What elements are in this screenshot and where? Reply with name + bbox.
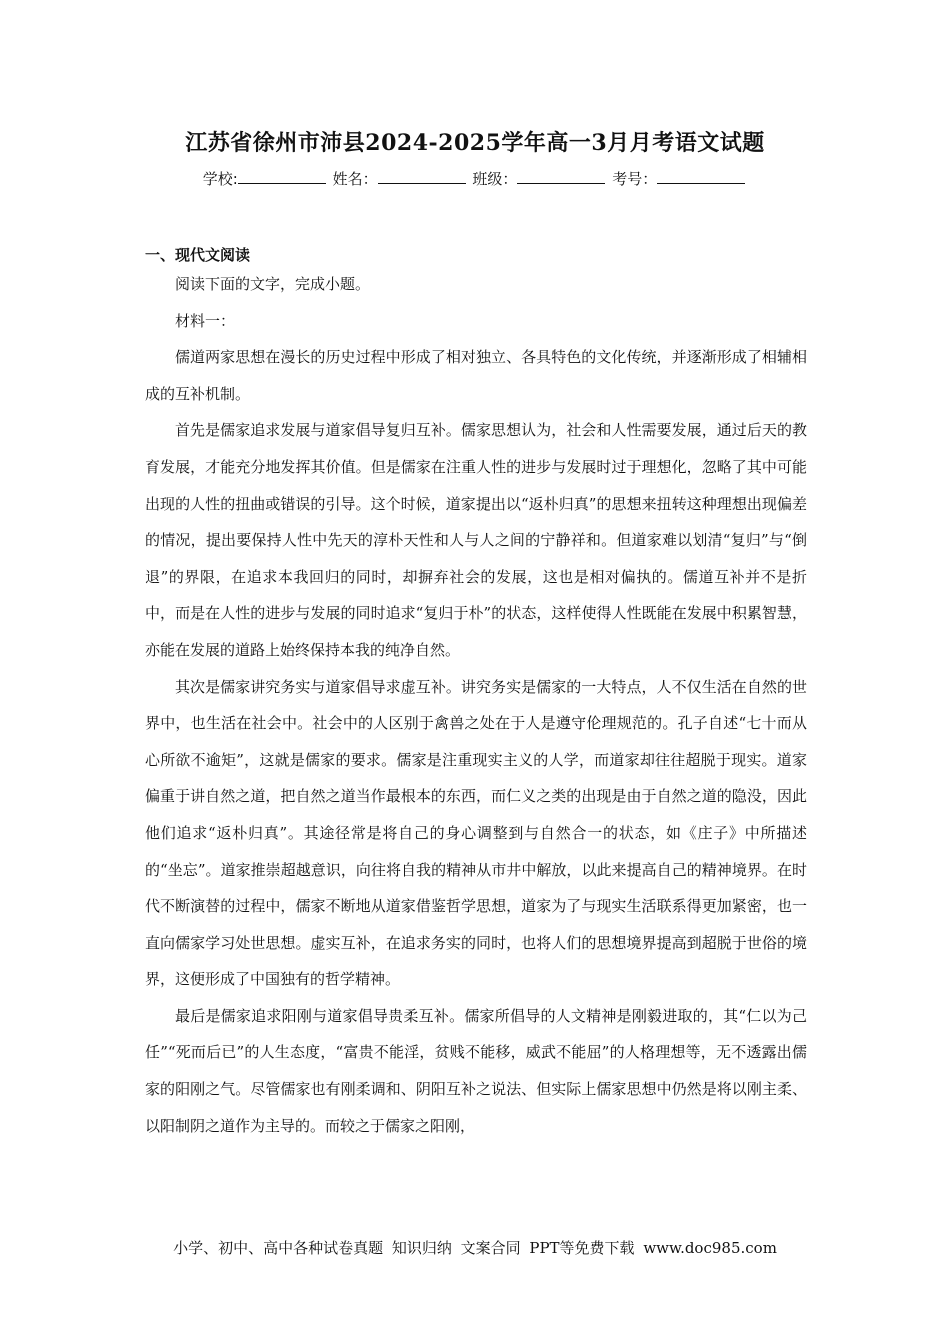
footer-banner: 小学、初中、高中各种试卷真题 知识归纳 文案合同 PPT等免费下载 www.doc985.com: [173, 1239, 777, 1257]
student-info-line: [0, 168, 950, 189]
class-label: 班级：: [472, 170, 518, 188]
section-heading: 一、现代文阅读: [145, 246, 251, 264]
class-blank[interactable]: [517, 169, 605, 184]
exam-no-blank[interactable]: [657, 169, 745, 184]
class-field: [472, 168, 607, 189]
exam-no-field: [612, 168, 747, 189]
exam-title: 江苏省徐州市沛县2024-2025学年高一3月月考语文试题: [185, 130, 765, 156]
school-label: 学校:: [202, 170, 238, 188]
passage-paragraph: 其次是儒家讲究务实与道家倡导求虚互补。讲究务实是儒家的一大特点，人不仅生活在自然的世界中，也生活在社会中。社会中的人区别于禽兽之处在于人是遵守伦理规范的。孔子自述“七十而从心所欲不逾矩”，这就是儒家的要求。儒家是注重现实主义的人学，而道家却往往超脱于现实。道家偏重于讲自然之道，把自然之道当作最根本的东西，而仁义之类的出现是由于自然之道的隐没，因此他们追求“返朴归真”。其途径常是将自己的身心调整到与自然合一的状态，如《庄子》中所描述的“坐忘”。道家推崇超越意识，向往将自我的精神从市井中解放，以此来提高自己的精神境界。在时代不断演替的过程中，儒家不断地从道家借鉴哲学思想，道家为了与现实生活联系得更加紧密，也一直向儒家学习处世思想。虚实互补，在追求务实的同时，也将人们的思想境界提高到超脱于世俗的境界，这便形成了中国独有的哲学精神。: [145, 677, 807, 989]
passage-paragraph: 最后是儒家追求阳刚与道家倡导贵柔互补。儒家所倡导的人文精神是刚毅进取的，其“仁以为己任”“死而后已”的人生态度，“富贵不能淫，贫贱不能移，威武不能屈”的人格理想等，无不透露出儒家的阳刚之气。尽管儒家也有刚柔调和、阴阳互补之说法、但实际上儒家思想中仍然是将以刚主柔、以阳制阴之道作为主导的。而较之于儒家之阳刚，: [145, 1006, 807, 1135]
school-field: [203, 168, 328, 189]
name-blank[interactable]: [378, 169, 466, 184]
passage-paragraph: 儒道两家思想在漫长的历史过程中形成了相对独立、各具特色的文化传统，并逐渐形成了相辅相成的互补机制。: [145, 348, 807, 403]
instruction-paragraph: 阅读下面的文字，完成小题。: [175, 275, 371, 293]
name-field: [333, 168, 468, 189]
school-blank[interactable]: [238, 169, 326, 184]
passage-paragraph: 首先是儒家追求发展与道家倡导复归互补。儒家思想认为，社会和人性需要发展，通过后天的教育发展，才能充分地发挥其价值。但是儒家在注重人性的进步与发展时过于理想化，忽略了其中可能出现的人性的扭曲或错误的引导。这个时候，道家提出以“返朴归真”的思想来扭转这种理想出现偏差的情况，提出要保持人性中先天的淳朴天性和人与人之间的宁静祥和。但道家难以划清“复归”与“倒退”的界限，在追求本我回归的同时，却摒弃社会的发展，这也是相对偏执的。儒道互补并不是折中，而是在人性的进步与发展的同时追求“复归于朴”的状态，这样使得人性既能在发展中积累智慧，亦能在发展的道路上始终保持本我的纯净自然。: [145, 421, 807, 659]
material-label: 材料一：: [175, 311, 236, 330]
exam-no-label: 考号：: [612, 170, 658, 188]
reading-passage: [145, 266, 807, 1144]
name-label: 姓名：: [332, 170, 378, 188]
